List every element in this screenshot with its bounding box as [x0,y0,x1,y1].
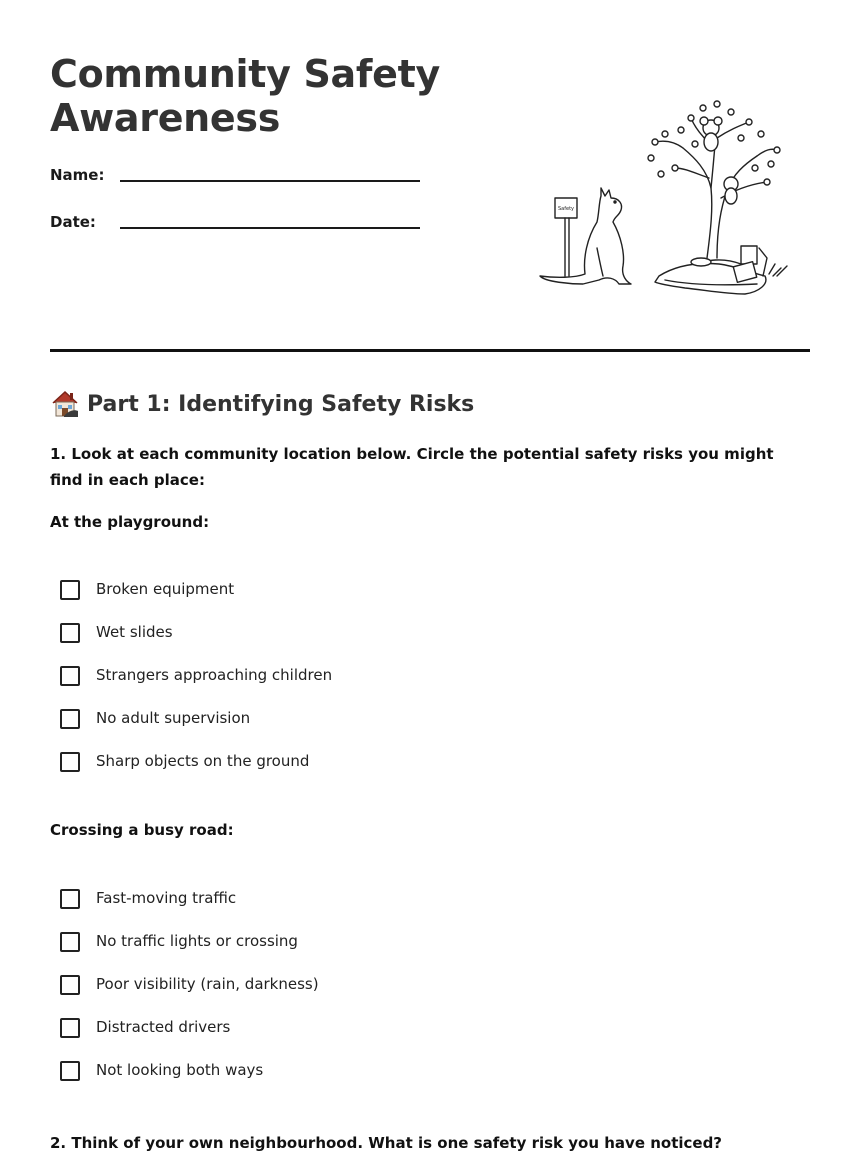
kangaroo-icon [540,188,631,284]
checkbox[interactable] [60,752,80,772]
playground-risk-list [60,578,332,793]
group-heading-playground: At the playground: [50,513,210,531]
checkbox[interactable] [60,975,80,995]
header-divider [50,349,810,352]
list-item [60,930,319,973]
checkbox[interactable] [60,666,80,686]
option-label: Not looking both ways [96,1061,264,1079]
name-label: Name: [50,166,105,184]
part1-header [50,388,474,420]
option-label: Distracted drivers [96,1018,231,1036]
list-item [60,621,332,664]
date-line[interactable] [120,227,420,229]
option-label: Strangers approaching children [96,666,333,684]
sign-text: Safety [558,206,574,212]
group-heading-busy-road: Crossing a busy road: [50,821,234,839]
title-line-2: Awareness [50,96,281,140]
list-item [60,887,319,930]
worksheet-title [50,52,470,140]
checkbox[interactable] [60,889,80,909]
option-label: Sharp objects on the ground [96,752,310,770]
option-label: No traffic lights or crossing [96,932,298,950]
list-item [60,707,332,750]
question-1: 1. Look at each community location below. Circle the potential safety risks you might find in each place: [50,445,774,489]
house-emoji-icon [50,389,80,419]
picnic-blanket-icon [655,246,787,294]
list-item [60,750,332,793]
list-item [60,664,332,707]
safety-sign-icon [555,198,577,276]
kangaroo-koala-tree-illustration [535,98,795,298]
date-label: Date: [50,213,96,231]
checkbox[interactable] [60,623,80,643]
part1-title: Part 1: Identifying Safety Risks [87,391,475,417]
list-item [60,1016,319,1059]
list-item [60,1059,319,1102]
name-line[interactable] [120,180,420,182]
checkbox[interactable] [60,709,80,729]
checkbox[interactable] [60,580,80,600]
checkbox[interactable] [60,932,80,952]
option-label: Fast-moving traffic [96,889,237,907]
list-item [60,973,319,1016]
option-label: Poor visibility (rain, darkness) [96,975,319,993]
list-item [60,578,332,621]
checkbox[interactable] [60,1061,80,1081]
busy-road-risk-list [60,887,319,1102]
checkbox[interactable] [60,1018,80,1038]
question-2: 2. Think of your own neighbourhood. What is one safety risk you have noticed? [50,1134,723,1152]
title-line-1: Community Safety [50,52,440,96]
option-label: Wet slides [96,623,173,641]
option-label: No adult supervision [96,709,251,727]
option-label: Broken equipment [96,580,235,598]
